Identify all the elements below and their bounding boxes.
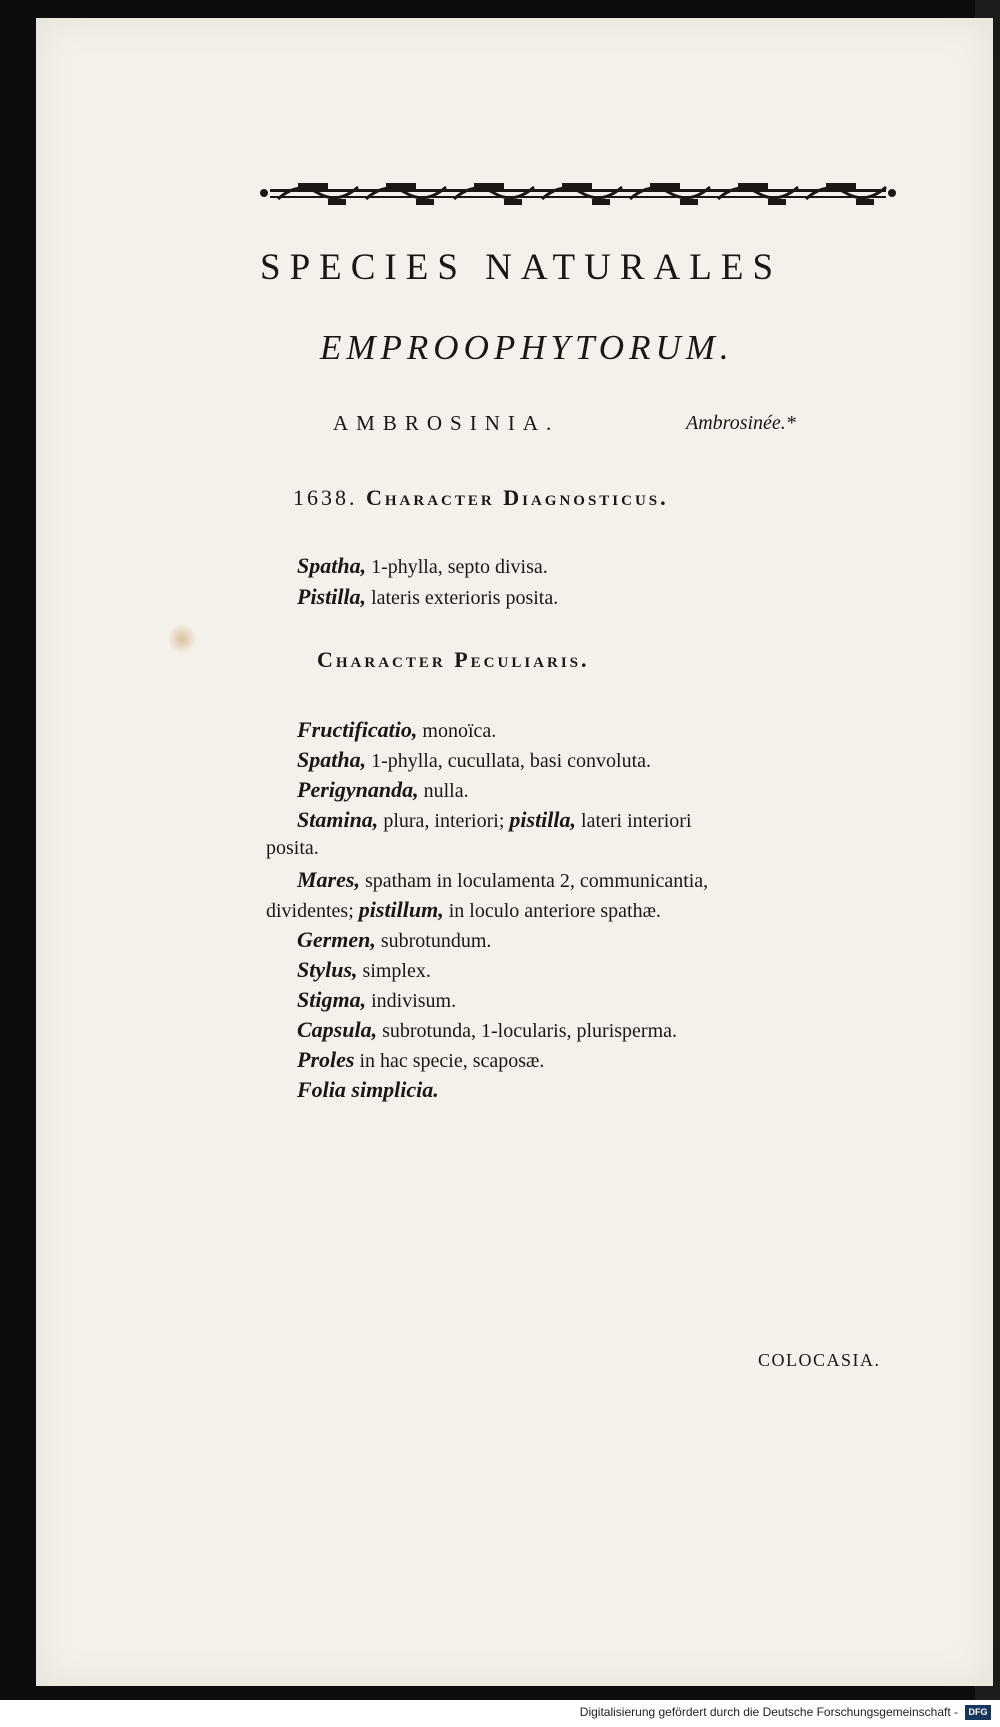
peculiaris-line — [297, 1077, 439, 1103]
botanical-term: Stylus, — [297, 957, 358, 982]
botanical-term: pistilla, — [509, 807, 577, 832]
description-text: simplex. — [362, 960, 431, 982]
botanical-term: Folia simplicia. — [297, 1077, 439, 1102]
botanical-term: Spatha, — [297, 747, 367, 772]
description-text: posita. — [266, 837, 319, 859]
peculiaris-line — [297, 957, 431, 983]
peculiaris-line — [297, 807, 692, 833]
botanical-term: Mares, — [297, 867, 360, 892]
description-text: 1-phylla, cucullata, basi convoluta. — [371, 750, 652, 772]
page-title: SPECIES NATURALES — [260, 247, 783, 288]
botanical-term: Perigynanda, — [297, 777, 419, 802]
diagnosticus-heading — [293, 485, 669, 511]
genus-heading: AMBROSINIA. — [333, 411, 560, 435]
description-text: lateri interiori — [581, 810, 692, 832]
description-text: lateris exterioris posita. — [371, 587, 559, 609]
decorative-ornament-band — [258, 175, 898, 211]
botanical-term: Pistilla, — [297, 584, 367, 609]
description-text: subrotunda, 1-locularis, plurisperma. — [382, 1020, 678, 1042]
peculiaris-line — [266, 897, 661, 923]
peculiaris-line — [297, 777, 469, 803]
diagnosticus-line — [297, 584, 558, 610]
catchword: COLOCASIA. — [758, 1350, 881, 1370]
description-text: nulla. — [423, 780, 469, 802]
description-text: monoïca. — [422, 720, 497, 742]
paper-stain — [169, 622, 195, 656]
peculiaris-heading: Character Peculiaris. — [317, 647, 590, 672]
description-text: indivisum. — [371, 990, 457, 1012]
description-text: subrotundum. — [380, 930, 492, 952]
botanical-term: Spatha, — [297, 553, 367, 578]
description-text: 1-phylla, septo divisa. — [371, 556, 548, 578]
page-subtitle: EMPROOPHYTORUM. — [320, 328, 734, 367]
diagnosticus-label: Character Diagnosticus. — [366, 485, 669, 510]
section-number: 1638. — [293, 485, 358, 510]
funding-credit: Digitalisierung gefördert durch die Deutsche Forschungsgemeinschaft - — [579, 1705, 958, 1719]
peculiaris-line — [266, 837, 319, 860]
botanical-term: Stigma, — [297, 987, 367, 1012]
peculiaris-line — [297, 1017, 677, 1043]
botanical-term: Proles — [297, 1047, 355, 1072]
description-text: plura, interiori; — [383, 810, 505, 832]
description-text: dividentes; — [266, 900, 354, 922]
botanical-term: Stamina, — [297, 807, 379, 832]
peculiaris-line — [297, 747, 651, 773]
diagnosticus-line — [297, 553, 548, 579]
genus-french-name: Ambrosinée.* — [686, 412, 796, 434]
botanical-term: Capsula, — [297, 1017, 378, 1042]
description-text: in hac specie, scaposæ. — [359, 1050, 545, 1072]
peculiaris-line — [297, 987, 456, 1013]
botanical-term: Germen, — [297, 927, 376, 952]
description-text: spatham in loculamenta 2, communicantia, — [364, 870, 709, 892]
peculiaris-line — [297, 717, 496, 743]
dfg-logo: DFG — [965, 1705, 991, 1720]
peculiaris-line — [297, 867, 708, 893]
peculiaris-line — [297, 1047, 544, 1073]
peculiaris-line — [297, 927, 491, 953]
botanical-term: Fructificatio, — [297, 717, 418, 742]
description-text: in loculo anteriore spathæ. — [448, 900, 661, 922]
botanical-term: pistillum, — [358, 897, 444, 922]
